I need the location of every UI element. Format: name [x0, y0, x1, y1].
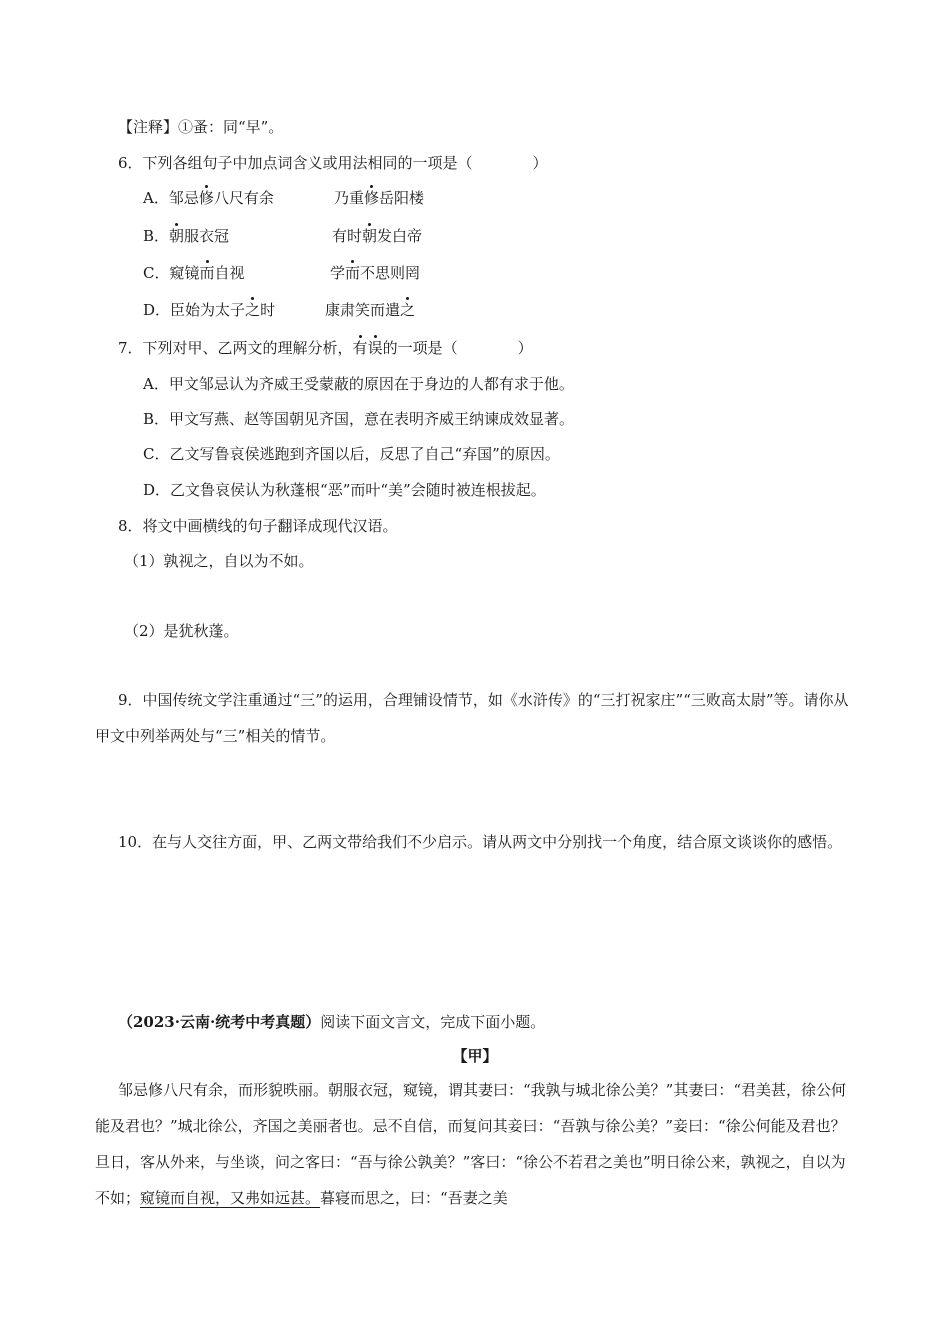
dotted-char: 之	[245, 301, 261, 319]
dotted-char: 修	[364, 189, 380, 207]
question-6-option: A．邹忌修八尺有余 乃重修岳阳楼	[143, 189, 425, 207]
dotted-char: 朝	[169, 227, 185, 245]
question-6-stem: 6．下列各组句子中加点词含义或用法相同的一项是（ ）	[118, 154, 548, 172]
question-8-item: （2）是犹秋蓬。	[124, 622, 239, 640]
question-7-option: C．乙文写鲁哀侯逃跑到齐国以后，反思了自己“弃国”的原因。	[143, 445, 560, 463]
dotted-char: 误	[367, 339, 383, 357]
question-9: 9．中国传统文学注重通过“三”的运用，合理铺设情节，如《水浒传》的“三打祝家庄”“三败高太尉”等。请你从甲文中列举两处与“三”相关的情节。	[95, 691, 849, 745]
annotation-note: 【注释】①蚤：同“早”。	[118, 118, 284, 136]
question-7-stem: 7．下列对甲、乙两文的理解分析，有误的一项是（ ）	[118, 339, 533, 357]
dotted-char: 修	[198, 189, 214, 207]
section-intro: （2023·云南·统考中考真题）阅读下面文言文，完成下面小题。	[118, 1013, 546, 1031]
dotted-char: 有	[352, 339, 368, 357]
question-7-option: D．乙文鲁哀侯认为秋蓬根“恶”而叶“美”会随时被连根拔起。	[143, 481, 546, 499]
question-6-option: B．朝服衣冠 有时朝发白帝	[143, 227, 423, 245]
section-heading: 【甲】	[452, 1047, 498, 1065]
exam-source: （2023·云南·统考中考真题）	[118, 1013, 321, 1031]
dotted-char: 而	[345, 264, 361, 282]
question-6-option: D．臣始为太子之时 康肃笑而遣之	[143, 301, 416, 319]
dotted-char: 而	[199, 264, 215, 282]
underlined-sentence: 窥镜而自视，又弗如远甚。	[140, 1189, 321, 1207]
dotted-char: 朝	[362, 227, 378, 245]
question-7-option: B．甲文写燕、赵等国朝见齐国，意在表明齐威王纳谏成效显著。	[143, 410, 575, 428]
question-7-option: A．甲文邹忌认为齐威王受蒙蔽的原因在于身边的人都有求于他。	[143, 375, 574, 393]
question-10: 10．在与人交往方面，甲、乙两文带给我们不少启示。请从两文中分别找一个角度，结合原文谈谈你的感悟。	[118, 833, 843, 851]
passage-jia: 邹忌修八尺有余，而形貌昳丽。朝服衣冠，窥镜，谓其妻曰：“我孰与城北徐公美？”其妻曰：“君美甚，徐公何能及君也？”城北徐公，齐国之美丽者也。忌不自信，而复问其妾曰：“吾孰与徐公美？”妾曰：“徐公何能及君也？旦日，客从外来，与坐谈，问之客曰：“吾与徐公孰美？”客曰：“徐公不若君之美也”明日徐公来，孰视之，自以为不如；窥镜而自视，又弗如远甚。暮寝而思之，曰：“吾妻之美	[95, 1081, 847, 1207]
question-6-option: C．窥镜而自视 学而不思则罔	[143, 264, 421, 282]
dotted-char: 之	[400, 301, 416, 319]
question-8-stem: 8．将文中画横线的句子翻译成现代汉语。	[118, 517, 398, 535]
question-8-item: （1）孰视之，自以为不如。	[124, 552, 314, 570]
